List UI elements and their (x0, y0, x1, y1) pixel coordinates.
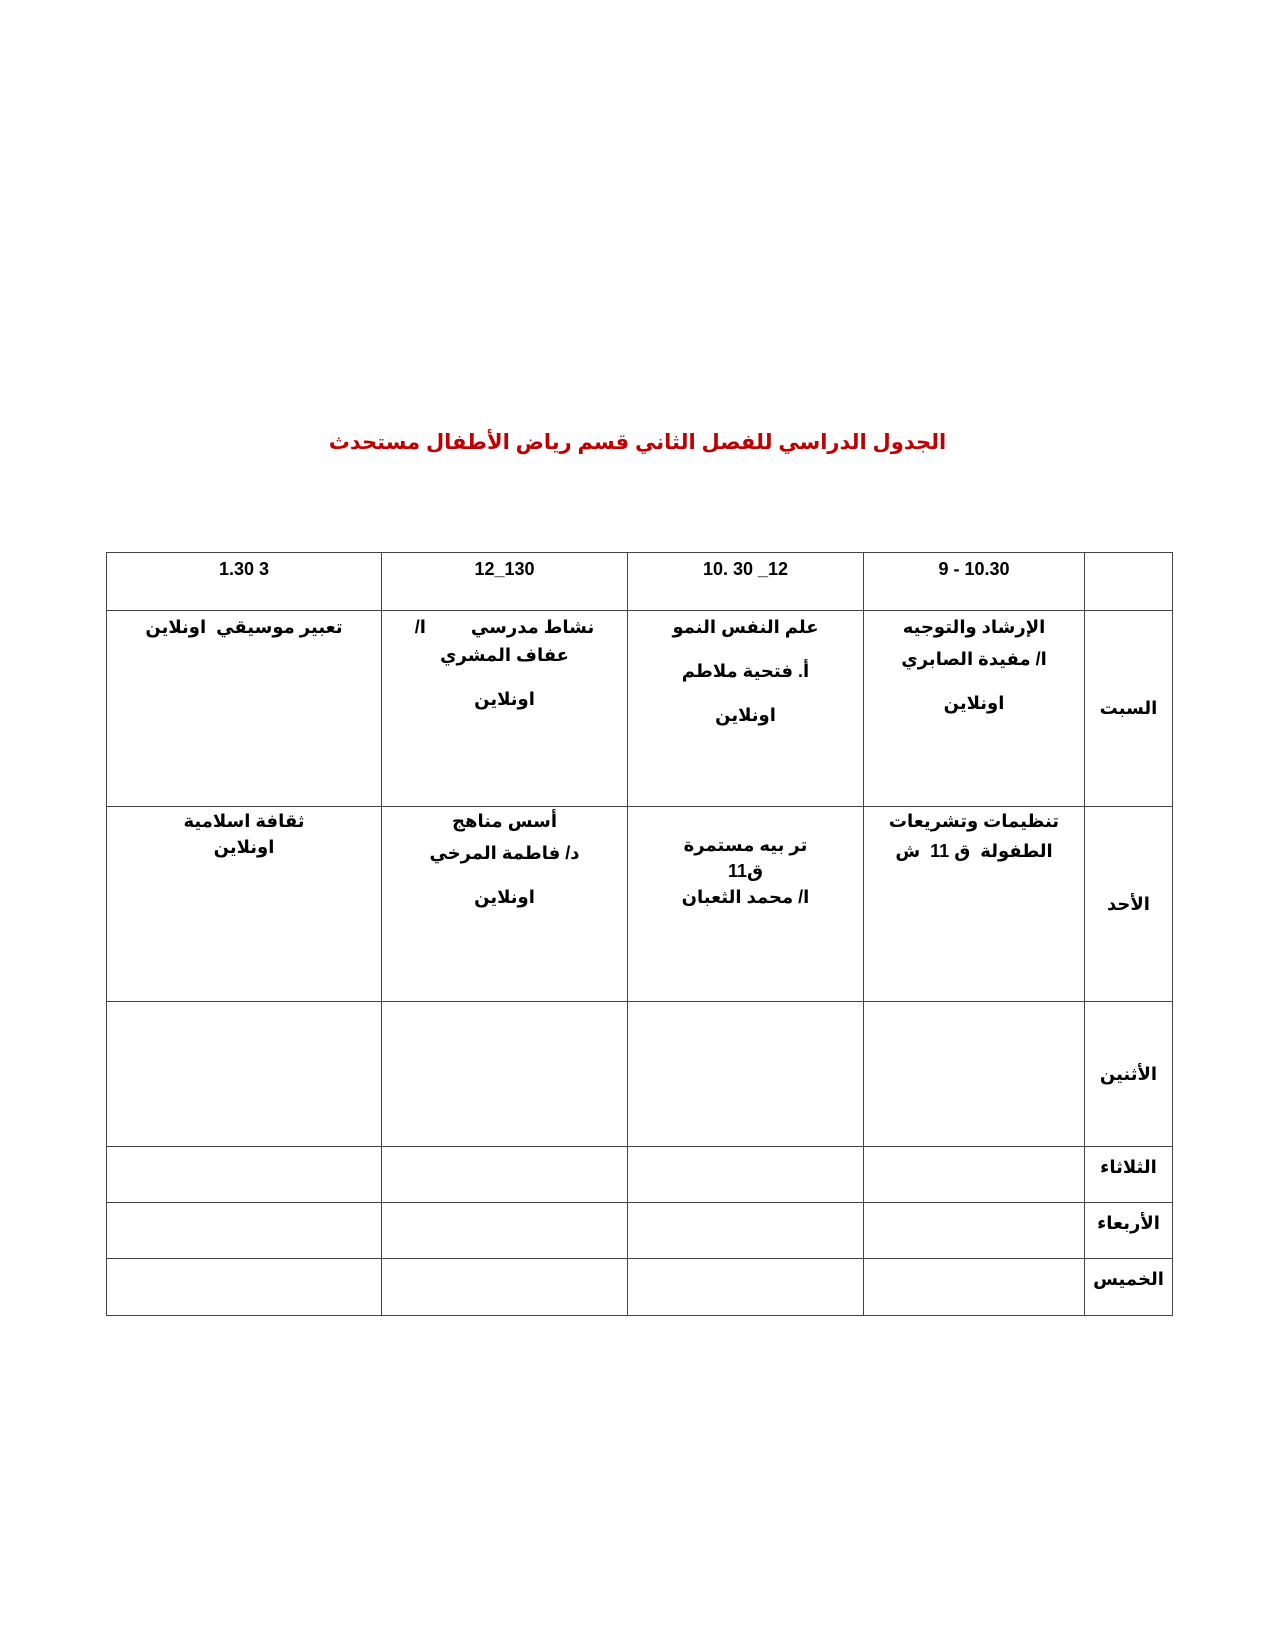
day-monday: الأثنين (1085, 1002, 1173, 1147)
cell-saturday-slot-1 (864, 611, 1085, 807)
cell-saturday-slot-2 (628, 611, 864, 807)
schedule-table (106, 552, 1173, 1316)
cell-sunday-slot-1 (864, 807, 1085, 1002)
instructor-name: ا/ مفيدة الصابري (901, 649, 1047, 669)
course-name: الإرشاد والتوجيه (902, 617, 1046, 637)
cell-wednesday-slot-1 (864, 1203, 1085, 1259)
cell-sunday-slot-2 (628, 807, 864, 1002)
time-slot-2: 10. 30 _12 (628, 553, 864, 611)
course-name: ثقافة اسلامية (183, 811, 305, 831)
cell-wednesday-slot-4 (107, 1203, 382, 1259)
cell-monday-slot-3 (382, 1002, 628, 1147)
delivery-mode: اونلاين (943, 693, 1005, 713)
course-room: الطفولة ق 11 ش (895, 841, 1053, 861)
row-tuesday (107, 1147, 1173, 1203)
delivery-mode: اونلاين (213, 837, 275, 857)
cell-sunday-slot-4 (107, 807, 382, 1002)
cell-wednesday-slot-3 (382, 1203, 628, 1259)
cell-saturday-slot-4 (107, 611, 382, 807)
delivery-mode: اونلاين (474, 887, 535, 907)
cell-wednesday-slot-2 (628, 1203, 864, 1259)
cell-tuesday-slot-3 (382, 1147, 628, 1203)
cell-tuesday-slot-2 (628, 1147, 864, 1203)
row-wednesday (107, 1203, 1173, 1259)
day-thursday: الخميس (1085, 1259, 1173, 1316)
cell-thursday-slot-4 (107, 1259, 382, 1316)
cell-tuesday-slot-1 (864, 1147, 1085, 1203)
day-tuesday: الثلاثاء (1085, 1147, 1173, 1203)
row-thursday (107, 1259, 1173, 1316)
day-saturday: السبت (1085, 611, 1173, 807)
row-saturday (107, 611, 1173, 807)
instructor-name: عفاف المشري (440, 645, 569, 665)
corner-cell (1085, 553, 1173, 611)
instructor-name: أ. فتحية ملاطم (681, 661, 810, 681)
row-monday (107, 1002, 1173, 1147)
cell-thursday-slot-3 (382, 1259, 628, 1316)
cell-tuesday-slot-4 (107, 1147, 382, 1203)
day-sunday: الأحد (1085, 807, 1173, 1002)
course-name: نشاط مدرسي ا/ (414, 617, 595, 637)
instructor-name: ا/ محمد الثعبان (681, 887, 810, 907)
course-name: تعبير موسيقي اونلاين (145, 617, 343, 637)
cell-monday-slot-1 (864, 1002, 1085, 1147)
cell-thursday-slot-2 (628, 1259, 864, 1316)
course-name: تنظيمات وتشريعات (888, 811, 1060, 831)
instructor-name: د/ فاطمة المرخي (429, 843, 580, 863)
course-name: علم النفس النمو (672, 617, 819, 637)
delivery-mode: اونلاين (715, 705, 776, 725)
course-room: ق11 (727, 861, 764, 881)
page-title: الجدول الدراسي للفصل الثاني قسم رياض الأطفال مستحدث (328, 431, 947, 454)
time-slot-3: 12_130 (382, 553, 628, 611)
cell-monday-slot-4 (107, 1002, 382, 1147)
course-name: تر بيه مستمرة (683, 835, 808, 855)
day-wednesday: الأربعاء (1085, 1203, 1173, 1259)
header-row (107, 553, 1173, 611)
time-slot-1: 9 - 10.30 (864, 553, 1085, 611)
cell-sunday-slot-3 (382, 807, 628, 1002)
cell-saturday-slot-3 (382, 611, 628, 807)
row-sunday (107, 807, 1173, 1002)
cell-monday-slot-2 (628, 1002, 864, 1147)
course-name: أسس مناهج (451, 811, 558, 831)
cell-thursday-slot-1 (864, 1259, 1085, 1316)
delivery-mode: اونلاين (474, 689, 535, 709)
time-slot-4: 1.30 3 (107, 553, 382, 611)
